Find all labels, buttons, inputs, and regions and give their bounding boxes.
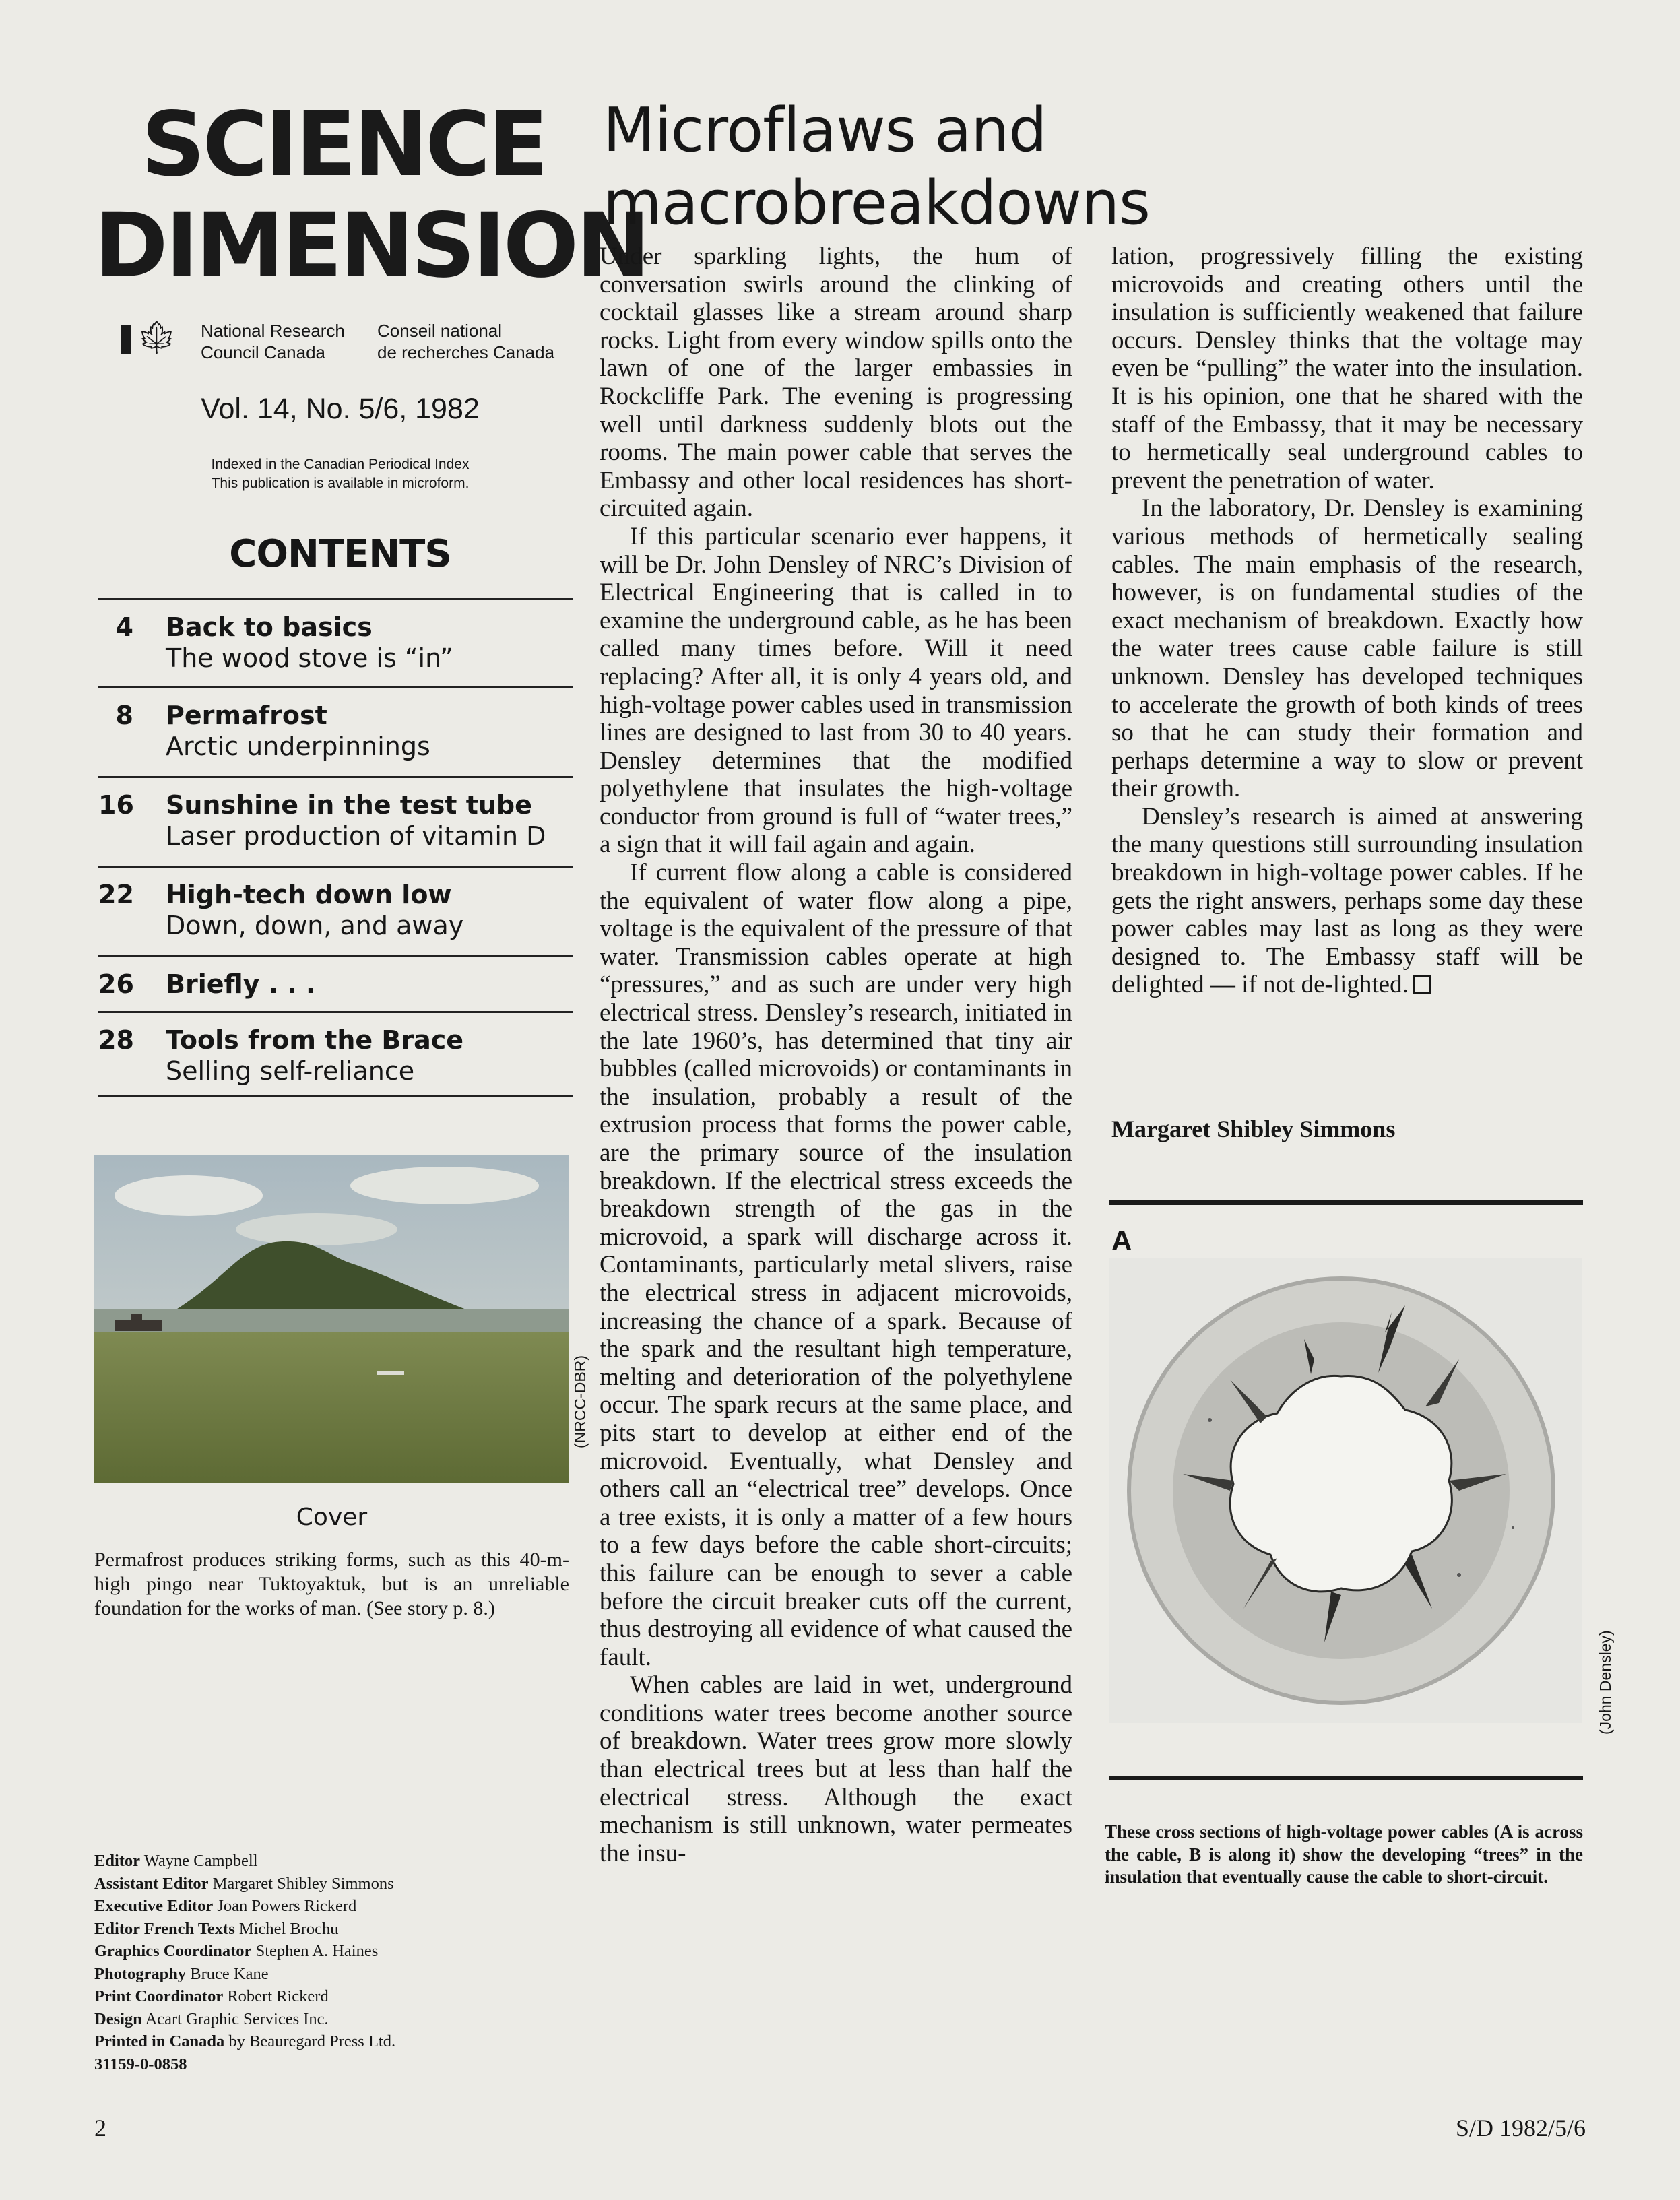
toc-subtitle: The wood stove is “in” [166, 643, 453, 673]
article-column-1 [600, 242, 1072, 1867]
staff-line [94, 1940, 566, 1963]
staff-name: Joan Powers Rickerd [217, 1897, 357, 1915]
masthead-line-2: DIMENSION [94, 194, 648, 298]
masthead-line-1: SCIENCE [141, 93, 546, 197]
staff-role: Printed in Canada [94, 2032, 225, 2050]
headline-line-2: macrobreakdowns [603, 168, 1150, 238]
article-paragraph: In the laboratory, Dr. Densley is examining various methods of hermetically sealing cables. The main emphasis of the research, however, is on fundamental studies of the exact mechanism of breakdown. Exactly how the water trees cause cable failure is still unknown. Densley has developed techniques to accelerate the growth of both kinds of trees so that he can study their formation and perhaps determine a way to slow or prevent their growth. [1111, 494, 1583, 803]
figure-top-rule [1109, 1200, 1583, 1205]
staff-name: Acart Graphic Services Inc. [145, 2009, 329, 2028]
toc-bottom-rule [98, 1095, 573, 1097]
figure-caption: These cross sections of high-voltage power cables (A is across the cable, B is along it) show the developing “trees” in the insulation that eventually cause the cable to short-circuit. [1105, 1821, 1583, 1887]
publisher-name-english [201, 320, 345, 363]
staff-role: Editor French Texts [94, 1919, 235, 1938]
flag-bar-icon [121, 325, 131, 354]
article-paragraph [1111, 803, 1583, 999]
figure-bottom-rule [1109, 1776, 1583, 1780]
staff-line [94, 1963, 566, 1986]
publisher-fr-line-1: Conseil national [377, 321, 503, 341]
staff-name: Stephen A. Haines [255, 1942, 379, 1960]
index-note [121, 455, 559, 493]
staff-line [94, 2030, 566, 2053]
cover-photo [94, 1155, 569, 1483]
cover-photo-credit: (NRCC-DBR) [571, 1355, 589, 1448]
toc-page: 4 [115, 612, 133, 642]
toc-subtitle: Selling self-reliance [166, 1056, 415, 1086]
article-paragraph: If current flow along a cable is considered the equivalent of water flow along a pipe, voltage is the equivalent of the pressure of that water. Transmission cables operate at high “pressures,” and as such are under very high electrical stress. Densley’s research, initiated in the late 1960’s, has determined that tiny air bubbles (called microvoids) or contaminants in the insulation, probably a result of the extrusion process that forms the power cable, are the primary source of the insulation breakdown. If the electrical stress exceeds the breakdown strength of the gas in the microvoid, a spark will discharge across it. Contaminants, particularly metal slivers, raise the electrical stress in adjacent microvoids, increasing the chance of a spark. Because of the spark and the resultant high temperature, melting and deterioration of the polyethylene occur. The spark recurs at the same place, and pits start to develop at either end of the microvoid. Eventually, what Densley and others call an “electrical tree” develops. Once a tree exists, it is only a matter of a few hours to a few days before the cable short-circuits; this failure can be enough to sever a cable before the circuit breaker cuts off the current, thus destroying all evidence of what caused the fault. [600, 859, 1072, 1671]
toc-title: Permafrost [166, 701, 327, 730]
contents-heading: CONTENTS [229, 532, 451, 576]
pingo-landscape-image [94, 1155, 569, 1483]
publisher-en-line-1: National Research [201, 321, 345, 341]
figure-label: A [1111, 1225, 1132, 1256]
staff-line [94, 1895, 566, 1918]
staff-role: Print Coordinator [94, 1987, 224, 2005]
catalogue-number: 31159-0-0858 [94, 2055, 187, 2073]
index-note-line-2: This publication is available in microform. [211, 476, 470, 491]
staff-line [94, 2053, 566, 2076]
toc-title: Briefly . . . [166, 969, 316, 999]
toc-item[interactable] [98, 776, 573, 866]
toc-title: Tools from the Brace [166, 1025, 464, 1055]
staff-line [94, 1850, 566, 1873]
issue-number: Vol. 14, No. 5/6, 1982 [201, 393, 480, 425]
article-headline [603, 94, 1613, 240]
staff-line [94, 1918, 566, 1941]
toc-item[interactable] [98, 598, 573, 686]
toc-subtitle: Arctic underpinnings [166, 732, 430, 761]
staff-role: Editor [94, 1852, 141, 1870]
staff-role: Assistant Editor [94, 1874, 209, 1893]
cover-title: Cover [296, 1503, 368, 1531]
publisher-en-line-2: Council Canada [201, 342, 326, 362]
staff-name: Michel Brochu [238, 1919, 339, 1938]
toc-item[interactable] [98, 955, 573, 1011]
staff-name: Margaret Shibley Simmons [212, 1874, 394, 1893]
headline-line-1: Microflaws and [603, 95, 1047, 166]
staff-name: Bruce Kane [190, 1964, 269, 1983]
article-paragraph: When cables are laid in wet, underground conditions water trees become another source of breakdown. Water trees grow more slowly than electrical trees but at less than half the electrical stress. Although the exact mechanism is still unknown, water permeates the insu- [600, 1671, 1072, 1867]
page-number: 2 [94, 2114, 106, 2141]
publisher-name-french [377, 320, 554, 363]
toc-page: 8 [115, 701, 133, 730]
toc-subtitle: Laser production of vitamin D [166, 821, 546, 851]
staff-credits [94, 1850, 566, 2075]
toc-title: High-tech down low [166, 880, 452, 909]
table-of-contents [98, 598, 573, 1097]
article-byline: Margaret Shibley Simmons [1111, 1115, 1396, 1142]
staff-name: Wayne Campbell [143, 1852, 258, 1870]
toc-page: 22 [98, 880, 134, 909]
publisher-fr-line-2: de recherches Canada [377, 342, 555, 362]
toc-item[interactable] [98, 686, 573, 776]
article-column-2 [1111, 242, 1583, 999]
article-paragraph: Under sparkling lights, the hum of conversation swirls around the clinking of cocktail glasses like a stream around sharp rocks. Light from every window spills onto the lawn of one of the larger embassies in Rockcliffe Park. The evening is progressing well until darkness suddenly blots out the rooms. The main power cable that serves the Embassy and other local residences has short-circuited again. [600, 242, 1072, 523]
staff-role: Graphics Coordinator [94, 1942, 252, 1960]
toc-title: Back to basics [166, 612, 373, 642]
cable-cross-section-image [1109, 1258, 1582, 1723]
magazine-masthead [94, 93, 648, 298]
toc-page: 16 [98, 790, 134, 820]
article-paragraph: lation, progressively filling the existing microvoids and creating others until the insulation is sufficiently weakened that failure occurs. Densley thinks that the voltage may even be “pulling” the water into the insulation. It is his opinion, one that he shared with the staff of the Embassy, that it may be necessary to hermetically seal underground cables to prevent the penetration of water. [1111, 242, 1583, 494]
staff-line [94, 1873, 566, 1896]
staff-role: Design [94, 2009, 142, 2028]
staff-line [94, 2008, 566, 2031]
staff-name: Robert Rickerd [227, 1987, 329, 2005]
staff-role: Photography [94, 1964, 187, 1983]
cover-caption: Permafrost produces striking forms, such as this 40-m-high pingo near Tuktoyaktuk, but is an unreliable foundation for the works of man. (See story p. 8.) [94, 1549, 569, 1619]
toc-page: 26 [98, 969, 134, 999]
toc-item[interactable] [98, 1011, 573, 1095]
figure-photo-credit: (John Densley) [1596, 1630, 1614, 1735]
issue-reference: S/D 1982/5/6 [1455, 2114, 1586, 2141]
index-note-line-1: Indexed in the Canadian Periodical Index [211, 457, 470, 472]
staff-line [94, 1985, 566, 2008]
article-paragraph-text: Densley’s research is aimed at answering the many questions still surrounding insulation breakdown in high-voltage power cables. If he gets the right answers, perhaps some day these power cables may last as long as they were designed to. The Embassy staff will be delighted — if not de-lighted. [1111, 802, 1583, 999]
cable-cross-section-photo [1109, 1258, 1582, 1723]
publisher-block [121, 320, 579, 367]
toc-subtitle: Down, down, and away [166, 911, 464, 940]
toc-title: Sunshine in the test tube [166, 790, 532, 820]
staff-name: by Beauregard Press Ltd. [228, 2032, 396, 2050]
staff-role: Executive Editor [94, 1897, 214, 1915]
end-mark-icon [1413, 975, 1431, 994]
toc-item[interactable] [98, 866, 573, 955]
article-paragraph: If this particular scenario ever happens, it will be Dr. John Densley of NRC’s Division of Electrical Engineering that is called in to examine the underground cable, as he has been called many times before. Will it need replacing? After all, it is only 4 years old, and high-voltage power cables used in transmission lines are designed to last from 30 to 40 years. Densley determines that the modified polyethylene that insulates the high-voltage conductor from ground is full of “water trees,” a sign that it will fail again and again. [600, 522, 1072, 859]
toc-page: 28 [98, 1025, 134, 1055]
maple-leaf-icon: 🍁︎ [136, 320, 177, 356]
